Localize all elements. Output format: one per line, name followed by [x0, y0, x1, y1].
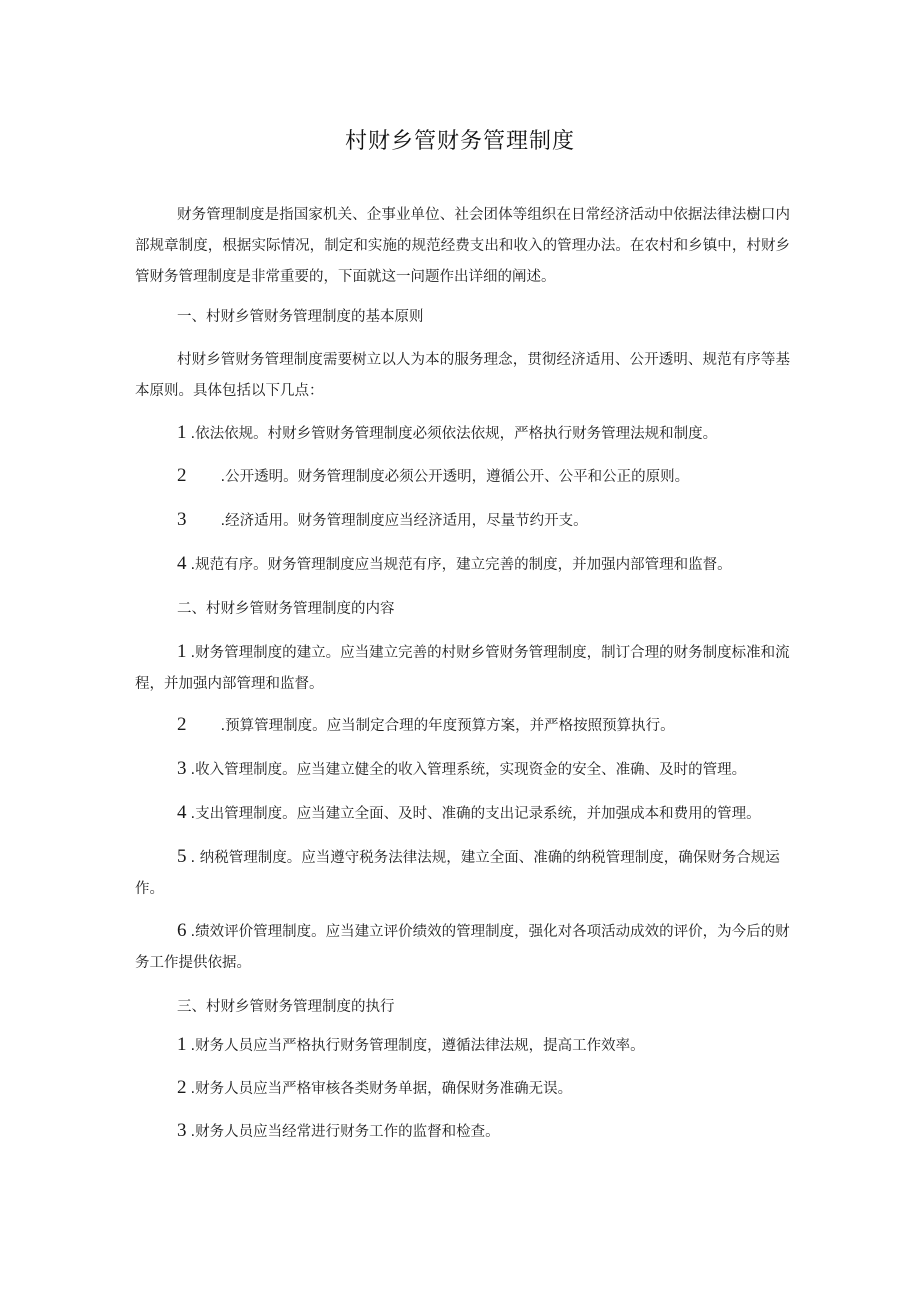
list-item [135, 915, 790, 979]
item-text: .经济适用。财务管理制度应当经济适用，尽量节约开支。 [220, 513, 588, 529]
item-text: .依法依规。村财乡管财务管理制度必须依法依规，严格执行财务管理法规和制度。 [190, 426, 718, 442]
list-item [135, 460, 790, 493]
document-title: 村财乡管财务管理制度 [344, 129, 575, 154]
item-text: .财务人员应当经常进行财务工作的监督和检查。 [190, 1124, 500, 1140]
section-3-heading: 三、村财乡管财务管理制度的执行 [177, 999, 395, 1015]
list-item [135, 417, 790, 450]
item-number: 6 [177, 920, 187, 941]
list-item [135, 1029, 790, 1062]
list-item [135, 1115, 790, 1148]
section-1-intro: 村财乡管财务管理制度需要树立以人为本的服务理念，贯彻经济适用、公开透明、规范有序等基本原则。具体包括以下几点： [135, 352, 790, 399]
list-item [135, 841, 790, 905]
section-1-heading: 一、村财乡管财务管理制度的基本原则 [177, 309, 424, 325]
list-item [135, 548, 790, 581]
item-number: 3 [177, 509, 187, 530]
item-text: .绩效评价管理制度。应当建立评价绩效的管理制度，强化对各项活动成效的评价，为今后的财务工作提供依据。 [135, 924, 790, 971]
item-text: .财务人员应当严格执行财务管理制度，遵循法律法规，提高工作效率。 [190, 1038, 645, 1054]
intro-paragraph: 财务管理制度是指国家机关、企事业单位、社会团体等组织在日常经济活动中依据法律法樹口内部规章制度，根据实际情况，制定和实施的规范经费支出和收入的管理办法。在农村和乡镇中，村财乡管财务管理制度是非常重要的，下面就这一问题作出详细的阐述。 [135, 207, 790, 285]
item-text: .财务人员应当严格审核各类财务单据，确保财务准确无误。 [190, 1081, 573, 1097]
item-text: . 纳税管理制度。应当遵守税务法律法规，建立全面、准确的纳税管理制度，确保财务合规运作。 [135, 850, 780, 897]
item-number: 1 [177, 422, 187, 443]
section-2-heading: 二、村财乡管财务管理制度的内容 [177, 601, 395, 617]
item-text: .公开透明。财务管理制度必须公开透明，遵循公开、公平和公正的原则。 [220, 469, 690, 485]
list-item [135, 753, 790, 786]
item-number: 2 [177, 714, 187, 735]
item-text: .预算管理制度。应当制定合理的年度预算方案，并严格按照预算执行。 [220, 718, 675, 734]
item-number: 5 [177, 846, 187, 867]
item-number: 4 [177, 553, 187, 574]
list-item [135, 636, 790, 700]
item-number: 3 [177, 758, 187, 779]
item-number: 3 [177, 1120, 187, 1141]
item-text: .支出管理制度。应当建立全面、及时、准确的支出记录系统，并加强成本和费用的管理。 [190, 806, 761, 822]
item-number: 2 [177, 1077, 187, 1098]
list-item [135, 1072, 790, 1105]
item-text: .财务管理制度的建立。应当建立完善的村财乡管财务管理制度，制订合理的财务制度标准和流程，并加强内部管理和监督。 [135, 645, 790, 692]
list-item [135, 504, 790, 537]
item-number: 1 [177, 1034, 187, 1055]
item-number: 1 [177, 641, 187, 662]
item-text: .收入管理制度。应当建立健全的收入管理系统，实现资金的安全、准确、及时的管理。 [190, 762, 747, 778]
item-text: .规范有序。财务管理制度应当规范有序，建立完善的制度，并加强内部管理和监督。 [190, 557, 732, 573]
list-item [135, 797, 790, 830]
item-number: 4 [177, 802, 187, 823]
item-number: 2 [177, 465, 187, 486]
list-item [135, 709, 790, 742]
